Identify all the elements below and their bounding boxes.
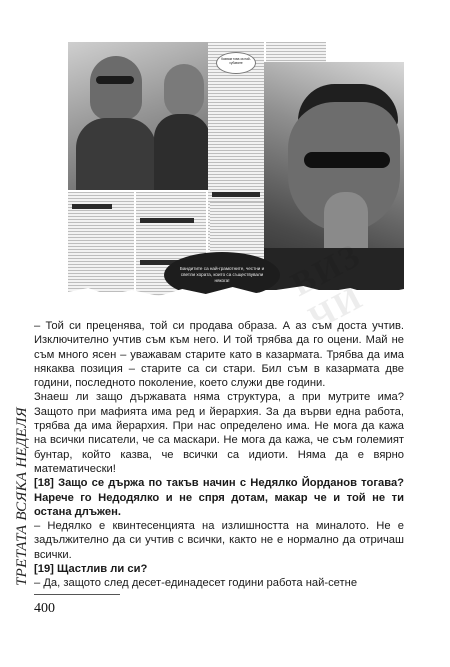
speech-bubble: Казвам това за най-хубавите [216, 52, 256, 74]
paragraph: – Да, защото след десет-единадесет години работа най-сетне [34, 577, 358, 590]
article-heading [72, 204, 112, 209]
article-heading [140, 218, 194, 223]
page-number: 400 [34, 601, 55, 616]
jacket-shape [264, 248, 404, 290]
figure-left-body [76, 118, 156, 190]
question-paragraph: [19] Щастлив ли си? [34, 563, 148, 576]
paragraph: – Недялко е квинтесенцията на излишността на миналото. Не е задължително да си учтив с всички, както не е нормално да отричаш всички. [34, 520, 404, 561]
photo-man-sunglasses [264, 62, 404, 290]
sunglasses-shape [304, 152, 390, 168]
photo-two-men [68, 42, 208, 190]
figure-left-head [90, 56, 142, 120]
figure-right-head [164, 64, 204, 118]
sunglasses-shape [96, 76, 134, 84]
figure-right-body [154, 114, 210, 190]
interview-text [34, 319, 404, 591]
quote-bubble: Бандитите са най-грамотните, честни и светли хората, които са съществували някога! [164, 252, 280, 298]
paragraph: Знаеш ли защо държавата няма структура, а при мутрите има? Защото при мафията има ред и йерархия. За да върви една работа, трябва да има йерархия. При нас определено има. Не мога да кажа на всички писатели, че са маскари. Не мога да кажа, че съм големият бунтар, който казва, че всички са идиоти. Няма да е вярно математически! [34, 391, 404, 475]
question-paragraph: [18] Защо се държа по такъв начин с Недялко Йорданов тогава? Нарече го Недодялко и не спря дотам, макар че и той не ти остана длъжен. [34, 477, 404, 518]
paragraph: – Той си преценява, той си продава образа. А аз съм доста учтив. Изключително учтив съм към него. И той трябва да го оцени. Май не съм много ясен – уважавам старите като в казармата. Трябва да има някаква позиция – старите са си стари. Бил съм в казармата две години, последното поколение, което служи две години. [34, 320, 404, 390]
footer-rule [34, 594, 120, 595]
running-title: ТРЕТАТА ВСЯКА НЕДЕЛЯ [14, 407, 30, 586]
watermark: ЧИ [303, 278, 370, 338]
article-heading [212, 192, 260, 197]
newspaper-collage [68, 42, 404, 304]
